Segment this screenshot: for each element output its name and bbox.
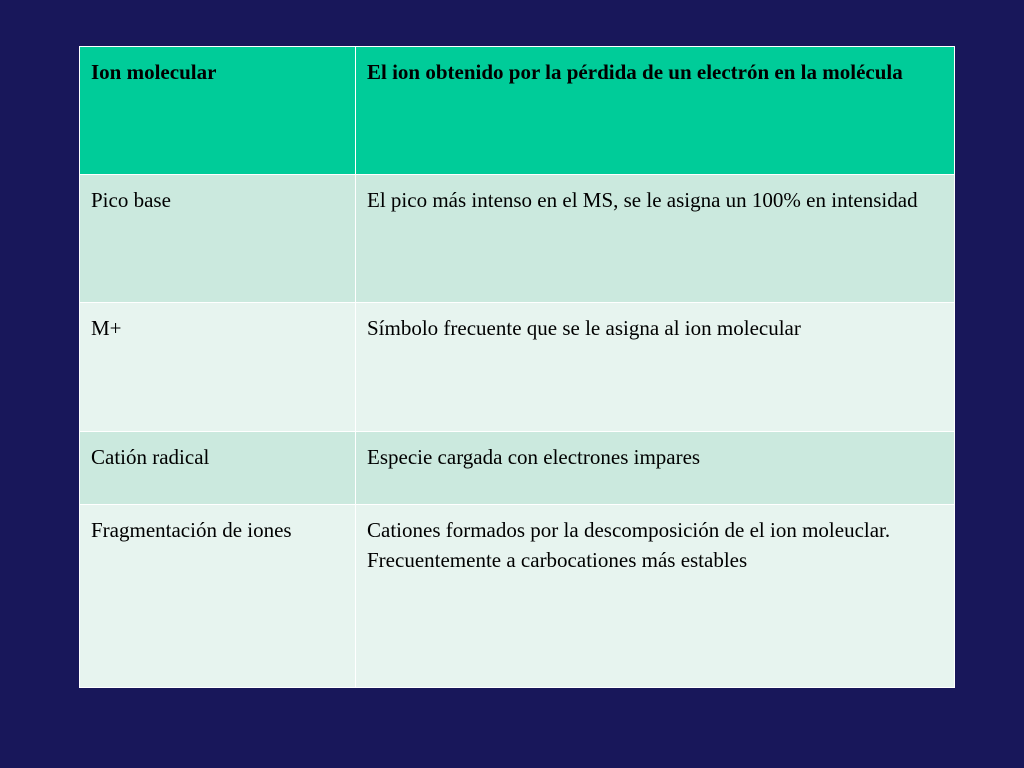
term-cell: Catión radical — [80, 432, 356, 505]
term-cell: Ion molecular — [80, 47, 356, 175]
definition-cell: Símbolo frecuente que se le asigna al ion molecular — [356, 303, 955, 432]
term-cell: Fragmentación de iones — [80, 505, 356, 688]
definition-cell: Cationes formados por la descomposición de el ion moleuclar. Frecuentemente a carbocationes más estables — [356, 505, 955, 688]
table-row-cation-radical — [80, 432, 955, 505]
term-cell: Pico base — [80, 175, 356, 303]
table-row-fragmentacion — [80, 505, 955, 688]
definition-cell: El pico más intenso en el MS, se le asigna un 100% en intensidad — [356, 175, 955, 303]
definition-cell: Especie cargada con electrones impares — [356, 432, 955, 505]
table-row-ion-molecular — [80, 47, 955, 175]
table-row-pico-base — [80, 175, 955, 303]
term-cell: M+ — [80, 303, 356, 432]
definitions-table — [79, 46, 955, 688]
table-row-m-plus — [80, 303, 955, 432]
definition-cell: El ion obtenido por la pérdida de un electrón en la molécula — [356, 47, 955, 175]
